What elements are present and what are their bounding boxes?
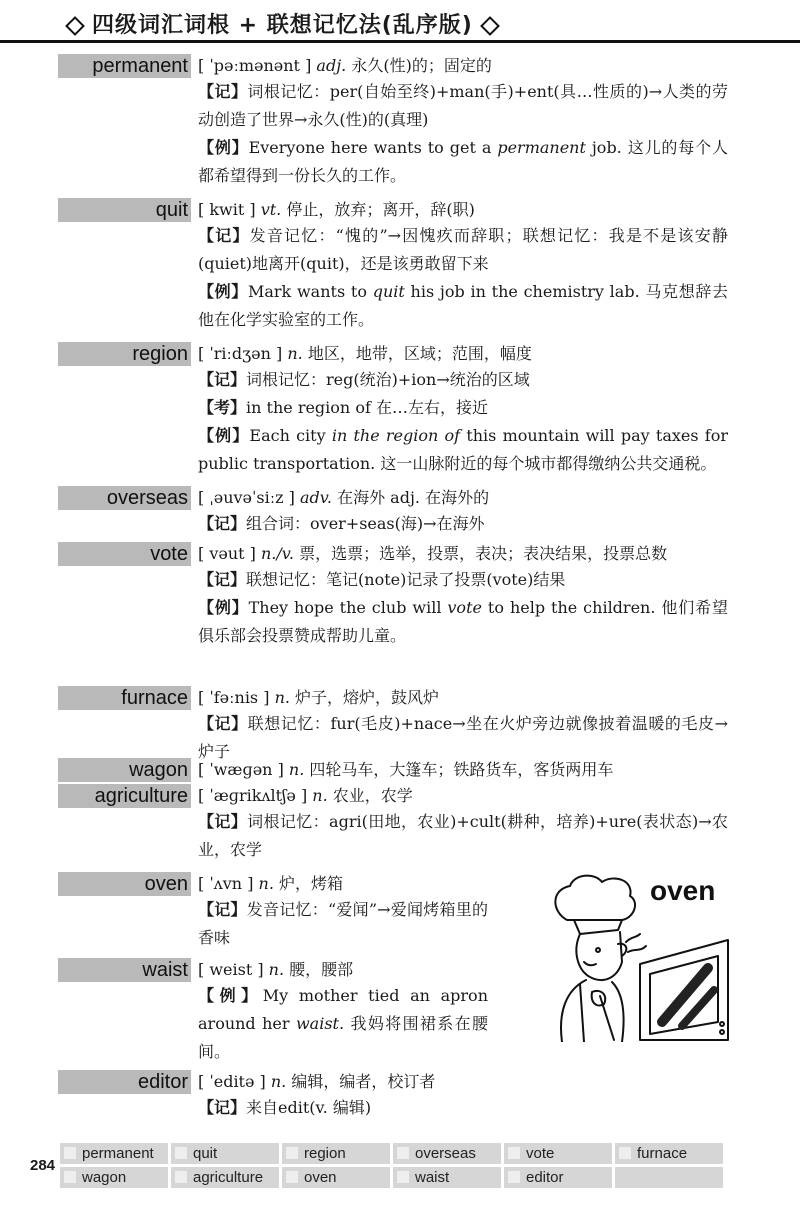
- note-tag: 【记】: [198, 226, 250, 245]
- footer-index-item: [171, 1167, 279, 1188]
- phonetic: [ ˈeditə ]: [198, 1072, 266, 1091]
- part-of-speech: n.: [258, 874, 274, 893]
- note-text: 词根记忆：reg(统治)+ion→统治的区域: [246, 370, 530, 389]
- note-tag: 【记】: [198, 570, 247, 589]
- phonetic: [ vəut ]: [198, 544, 256, 563]
- note-line: [198, 134, 728, 190]
- footer-index-label: furnace: [637, 1145, 688, 1162]
- footer-index-item: [60, 1167, 168, 1188]
- headword-row: [0, 484, 800, 510]
- checkbox-icon: [64, 1171, 76, 1183]
- illustration-label: oven: [650, 875, 716, 906]
- note-tag: 【记】: [198, 82, 248, 101]
- note-line: [198, 808, 728, 864]
- note-tag: 【考】: [198, 398, 247, 417]
- headword: wagon: [129, 759, 188, 781]
- phonetic: [ weist ]: [198, 960, 264, 979]
- footer-index-item: [393, 1167, 501, 1188]
- definition: [198, 54, 492, 78]
- footer-index-label: oven: [304, 1169, 337, 1186]
- note-line: [198, 982, 488, 1066]
- headword: quit: [155, 199, 188, 221]
- note-tag: 【例】: [198, 598, 249, 617]
- footer-index-item: [504, 1167, 612, 1188]
- phonetic: [ ˈpəːmənənt ]: [198, 56, 312, 75]
- meaning: 地区，地带，区域；范围，幅度: [307, 344, 532, 363]
- example-text: job. 这儿的每个人都希望得到一份长久的工作。: [198, 138, 728, 185]
- note-line: [198, 566, 728, 594]
- note-line: [198, 78, 728, 134]
- diamond-icon: [65, 16, 85, 36]
- part-of-speech: n.: [268, 960, 285, 979]
- footer-index-label: agriculture: [193, 1169, 264, 1186]
- headword: region: [132, 343, 188, 365]
- page-title: 四级词汇词根 + 联想记忆法(乱序版): [92, 13, 473, 38]
- headword-row: [0, 540, 800, 566]
- note-line: [198, 366, 728, 394]
- example-text: this mountain will pay taxes for public transportation. 这一山脉附近的每个城市都得缴纳公共交通税。: [198, 426, 729, 473]
- note-text: 联想记忆：fur(毛皮)+nace→坐在火炉旁边就像披着温暖的毛皮→炉子: [198, 714, 728, 761]
- footer-index-label: editor: [526, 1169, 564, 1186]
- example-text: Each city: [249, 426, 332, 445]
- part-of-speech: n.: [270, 1072, 287, 1091]
- headword-row: [0, 782, 800, 808]
- definition: [198, 342, 532, 366]
- note-tag: 【例】: [198, 138, 249, 157]
- example-keyword: vote: [447, 598, 482, 617]
- meaning: 农业，农学: [332, 786, 413, 805]
- part-of-speech: n.: [274, 688, 290, 707]
- headword: editor: [137, 1071, 188, 1093]
- definition: [198, 784, 413, 808]
- note-text: 发音记忆：“爱闻”→爱闻烤箱里的香味: [198, 900, 488, 947]
- meaning: 票，选票；选举，投票，表决；表决结果，投票总数: [299, 544, 668, 563]
- checkbox-icon: [286, 1171, 298, 1183]
- meaning: 腰，腰部: [289, 960, 354, 979]
- note-line: [198, 594, 728, 650]
- note-line: [198, 510, 728, 538]
- part-of-speech: n.: [288, 760, 305, 779]
- footer-index-item: [282, 1143, 390, 1164]
- definition: [198, 198, 475, 222]
- example-text: My mother tied an apron around her: [198, 986, 488, 1033]
- note-text: 来自edit(v. 编辑): [246, 1098, 372, 1117]
- note-tag: 【例】: [198, 986, 263, 1005]
- phonetic: [ ˌəuvəˈsiːz ]: [198, 488, 295, 507]
- note-text: 组合词：over+seas(海)→在海外: [246, 514, 485, 533]
- footer-index-label: quit: [193, 1145, 218, 1162]
- footer-index-item: [282, 1167, 390, 1188]
- checkbox-icon: [175, 1147, 187, 1159]
- headword-row: [0, 52, 800, 78]
- word-entry: [0, 484, 800, 538]
- footer-index-item: [60, 1143, 168, 1164]
- part-of-speech: vt.: [260, 200, 282, 219]
- phonetic: [ ˈriːdʒən ]: [198, 344, 283, 363]
- headword: agriculture: [94, 785, 188, 807]
- definition: [198, 958, 353, 982]
- footer-index-item: [615, 1143, 723, 1164]
- note-tag: 【记】: [198, 514, 247, 533]
- note-tag: 【例】: [198, 426, 250, 445]
- headword: furnace: [121, 687, 188, 709]
- footer-index-item: [393, 1143, 501, 1164]
- word-entry: [0, 340, 800, 478]
- headword: vote: [150, 543, 188, 565]
- meaning: 在海外 adj. 在海外的: [337, 488, 490, 507]
- example-text: Everyone here wants to get a: [248, 138, 498, 157]
- headword: waist: [142, 959, 188, 981]
- definition: [198, 486, 489, 510]
- note-text: 词根记忆：agri(田地，农业)+cult(耕种，培养)+ure(表状态)→农业，农学: [198, 812, 728, 859]
- note-text: 联想记忆：笔记(note)记录了投票(vote)结果: [246, 570, 566, 589]
- example-text: Mark wants to: [247, 282, 373, 301]
- meaning: 炉子，熔炉，鼓风炉: [295, 688, 440, 707]
- headword-row: [0, 1068, 800, 1094]
- example-text: They hope the club will: [248, 598, 448, 617]
- note-tag: 【记】: [198, 812, 248, 831]
- checkbox-icon: [175, 1171, 187, 1183]
- footer-index-label: wagon: [82, 1169, 127, 1186]
- definition: [198, 686, 439, 710]
- headword: oven: [144, 873, 188, 895]
- note-text: in the region of 在…左右，接近: [246, 398, 488, 417]
- checkbox-icon: [286, 1147, 298, 1159]
- headword-row: [0, 756, 800, 782]
- note-line: [198, 896, 488, 952]
- example-text: to help the children. 他们希望俱乐部会投票赞成帮助儿童。: [198, 598, 728, 645]
- note-tag: 【记】: [198, 900, 247, 919]
- note-line: [198, 278, 728, 334]
- example-keyword: permanent: [497, 138, 586, 157]
- example-keyword: in the region of: [331, 426, 461, 445]
- note-text: 词根记忆：per(自始至终)+man(手)+ent(具…性质的)→人类的劳动创造了世界→永久(性)的(真理): [198, 82, 728, 129]
- note-line: [198, 222, 728, 278]
- headword: overseas: [106, 487, 188, 509]
- note-tag: 【记】: [198, 370, 247, 389]
- headword-row: [0, 684, 800, 710]
- chef-oven-illustration: [522, 872, 732, 1042]
- example-text: his job in the chemistry lab. 马克想辞去他在化学实验室的工作。: [198, 282, 728, 329]
- note-line: [198, 1094, 728, 1122]
- example-keyword: quit: [372, 282, 405, 301]
- footer-index-label: waist: [415, 1169, 450, 1186]
- part-of-speech: adv.: [299, 488, 332, 507]
- header-title-wrap: [58, 8, 507, 39]
- footer-index-item: [504, 1143, 612, 1164]
- note-text: 发音记忆：“愧的”→因愧疚而辞职；联想记忆：我是不是该安静(quiet)地离开(quit)，还是该勇敢留下来: [198, 226, 728, 273]
- meaning: 永久(性)的；固定的: [351, 56, 492, 75]
- footer-index-item: [171, 1143, 279, 1164]
- meaning: 炉，烤箱: [279, 874, 344, 893]
- meaning: 编辑，编者，校订者: [291, 1072, 436, 1091]
- part-of-speech: adj.: [316, 56, 347, 75]
- checkbox-icon: [397, 1171, 409, 1183]
- definition: [198, 872, 343, 896]
- diamond-icon: [480, 16, 500, 36]
- definition: [198, 1070, 435, 1094]
- note-line: [198, 422, 728, 478]
- phonetic: [ ˈæɡrikʌltʃə ]: [198, 786, 308, 805]
- definition: [198, 542, 667, 566]
- phonetic: [ kwit ]: [198, 200, 256, 219]
- page-number: 284: [30, 1157, 56, 1174]
- phonetic: [ ˈwæɡən ]: [198, 760, 284, 779]
- word-entry: [0, 684, 800, 766]
- phonetic: [ ˈʌvn ]: [198, 874, 254, 893]
- word-entry: [0, 52, 800, 190]
- definition: [198, 758, 613, 782]
- part-of-speech: n.: [312, 786, 328, 805]
- word-entry: [0, 782, 800, 864]
- note-tag: 【记】: [198, 1098, 247, 1117]
- footer-index-label: overseas: [415, 1145, 476, 1162]
- checkbox-icon: [508, 1147, 520, 1159]
- note-line: [198, 394, 728, 422]
- phonetic: [ ˈfəːnis ]: [198, 688, 270, 707]
- headword-row: [0, 340, 800, 366]
- word-entry: [0, 540, 800, 650]
- footer-index-label: vote: [526, 1145, 555, 1162]
- page-header: [0, 0, 800, 44]
- footer-index-blank: [615, 1167, 723, 1188]
- example-text: . 我妈将围裙系在腰间。: [198, 1014, 488, 1061]
- header-rule: [0, 40, 800, 43]
- example-keyword: waist: [295, 1014, 339, 1033]
- note-tag: 【例】: [198, 282, 248, 301]
- footer-index-label: permanent: [82, 1145, 154, 1162]
- checkbox-icon: [397, 1147, 409, 1159]
- headword: permanent: [92, 55, 188, 77]
- word-entry: [0, 756, 800, 782]
- meaning: 停止，放弃；离开，辞(职): [286, 200, 475, 219]
- word-entry: [0, 196, 800, 334]
- part-of-speech: n./v.: [261, 544, 295, 563]
- word-entry: [0, 1068, 800, 1122]
- checkbox-icon: [64, 1147, 76, 1159]
- checkbox-icon: [619, 1147, 631, 1159]
- headword-row: [0, 196, 800, 222]
- checkbox-icon: [508, 1171, 520, 1183]
- note-tag: 【记】: [198, 714, 248, 733]
- footer-index-label: region: [304, 1145, 346, 1162]
- part-of-speech: n.: [287, 344, 303, 363]
- meaning: 四轮马车，大篷车；铁路货车，客货两用车: [309, 760, 614, 779]
